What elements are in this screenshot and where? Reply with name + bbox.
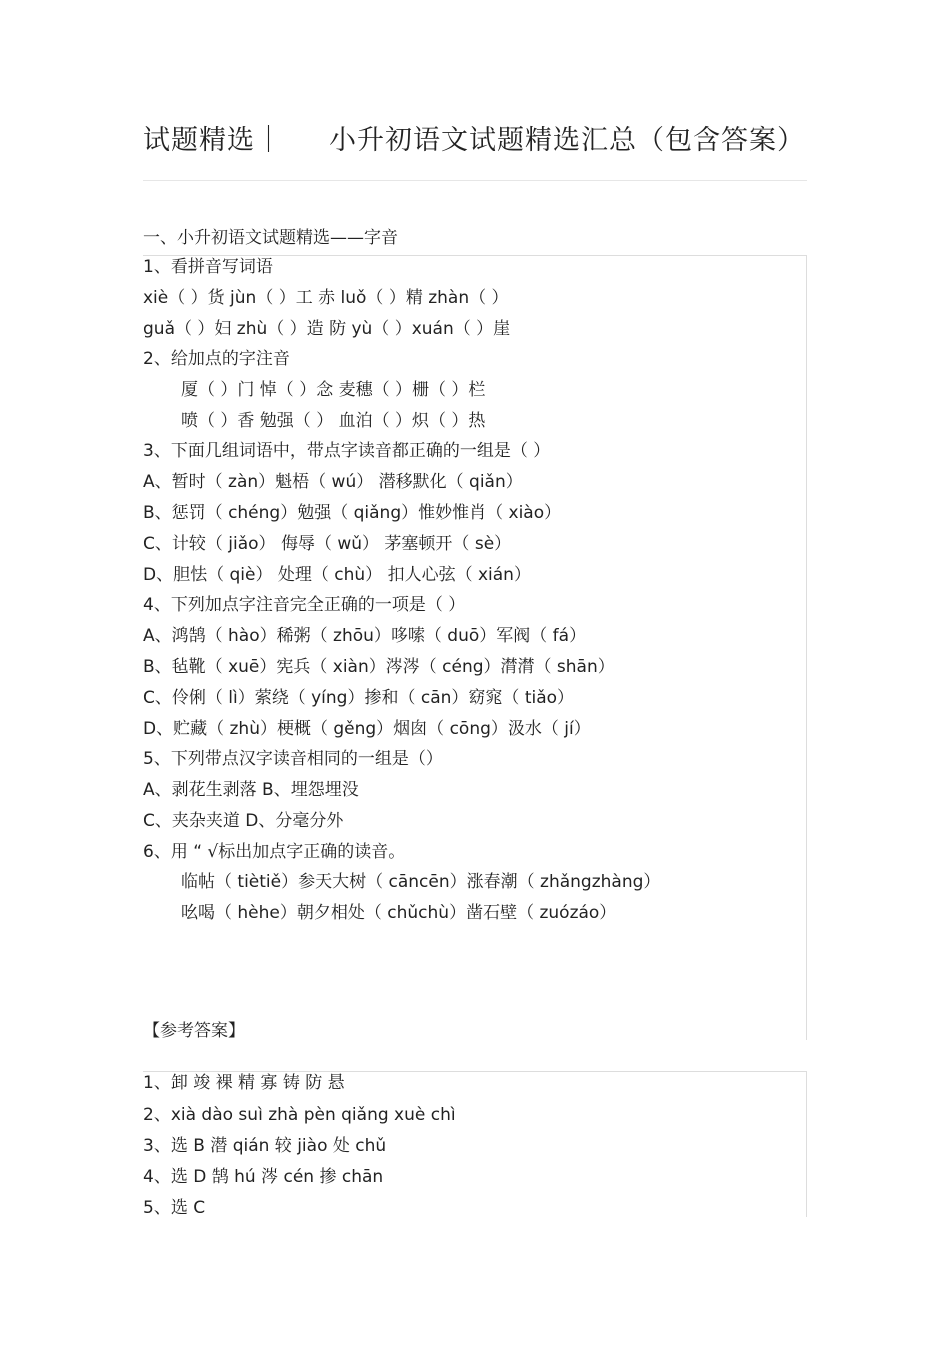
q3-option-b: B、惩罚（ chéng）勉强（ qiǎng）惟妙惟肖（ xiào）: [143, 503, 562, 523]
answer-heading: 【参考答案】: [143, 1021, 245, 1041]
q4-heading: 4、下列加点字注音完全正确的一项是（ ）: [143, 595, 466, 615]
answer-line-5: 5、选 C: [143, 1198, 206, 1218]
q4-option-b: B、毡靴（ xuē）宪兵（ xiàn）涔涔（ céng）潸潸（ shān）: [143, 657, 615, 677]
q4-option-a: A、鸿鹄（ hào）稀粥（ zhōu）哆嗦（ duō）军阀（ fá）: [143, 626, 587, 646]
q4-option-d: D、贮藏（ zhù）梗概（ gěng）烟囱（ cōng）汲水（ jí）: [143, 719, 591, 739]
answer-line-1: 1、卸 竣 裸 精 寡 铸 防 悬: [143, 1073, 345, 1093]
title-prefix: 试题精选｜: [143, 125, 283, 156]
q2-row-2: 喷（ ）香 勉强（ ） 血泊（ ）炽（ ）热: [181, 411, 486, 431]
title-divider: [143, 180, 807, 181]
q5-options-cd: C、夹杂夹道 D、分毫分外: [143, 811, 344, 831]
q5-heading: 5、下列带点汉字读音相同的一组是（）: [143, 749, 443, 769]
q6-row-2: 吆喝（ hèhe）朝夕相处（ chǔchù）凿石壁（ zuózáo）: [181, 903, 617, 923]
q1-heading: 1、看拼音写词语: [143, 257, 273, 277]
answer-line-4: 4、选 D 鹄 hú 涔 cén 掺 chān: [143, 1167, 384, 1187]
answer-line-2: 2、xià dào suì zhà pèn qiǎng xuè chì: [143, 1105, 456, 1125]
q1-row-2: guǎ（ ）妇 zhù（ ）造 防 yù（ ）xuán（ ）崖: [143, 319, 511, 339]
title-main: 小升初语文试题精选汇总（包含答案）: [329, 125, 805, 156]
questions-box: [143, 255, 807, 1040]
q4-option-c: C、伶俐（ lì）萦绕（ yíng）掺和（ cān）窈窕（ tiǎo）: [143, 688, 575, 708]
page-title: [143, 118, 805, 157]
q2-heading: 2、给加点的字注音: [143, 349, 290, 369]
section-heading: 一、小升初语文试题精选——字音: [143, 228, 398, 248]
q5-options-ab: A、剥花生剥落 B、埋怨埋没: [143, 780, 359, 800]
answers-box: [143, 1071, 807, 1217]
answer-line-3: 3、选 B 潜 qián 较 jiào 处 chǔ: [143, 1136, 387, 1156]
q6-row-1: 临帖（ tiètiě）参天大树（ cāncēn）涨春潮（ zhǎngzhàng）: [181, 872, 661, 892]
q6-heading: 6、用 “ √标出加点字正确的读音。: [143, 842, 406, 862]
q2-row-1: 厦（ ）门 悼（ ）念 麦穗（ ）栅（ ）栏: [181, 380, 486, 400]
q3-heading: 3、下面几组词语中，带点字读音都正确的一组是（ ）: [143, 441, 551, 461]
q3-option-d: D、胆怯（ qiè） 处理（ chù） 扣人心弦（ xián）: [143, 565, 531, 585]
q3-option-a: A、暂时（ zàn）魁梧（ wú） 潜移默化（ qiǎn）: [143, 472, 523, 492]
q1-row-1: xiè（ ）货 jùn（ ）工 赤 luǒ（ ）精 zhàn（ ）: [143, 288, 509, 308]
q3-option-c: C、计较（ jiǎo） 侮辱（ wǔ） 茅塞顿开（ sè）: [143, 534, 512, 554]
